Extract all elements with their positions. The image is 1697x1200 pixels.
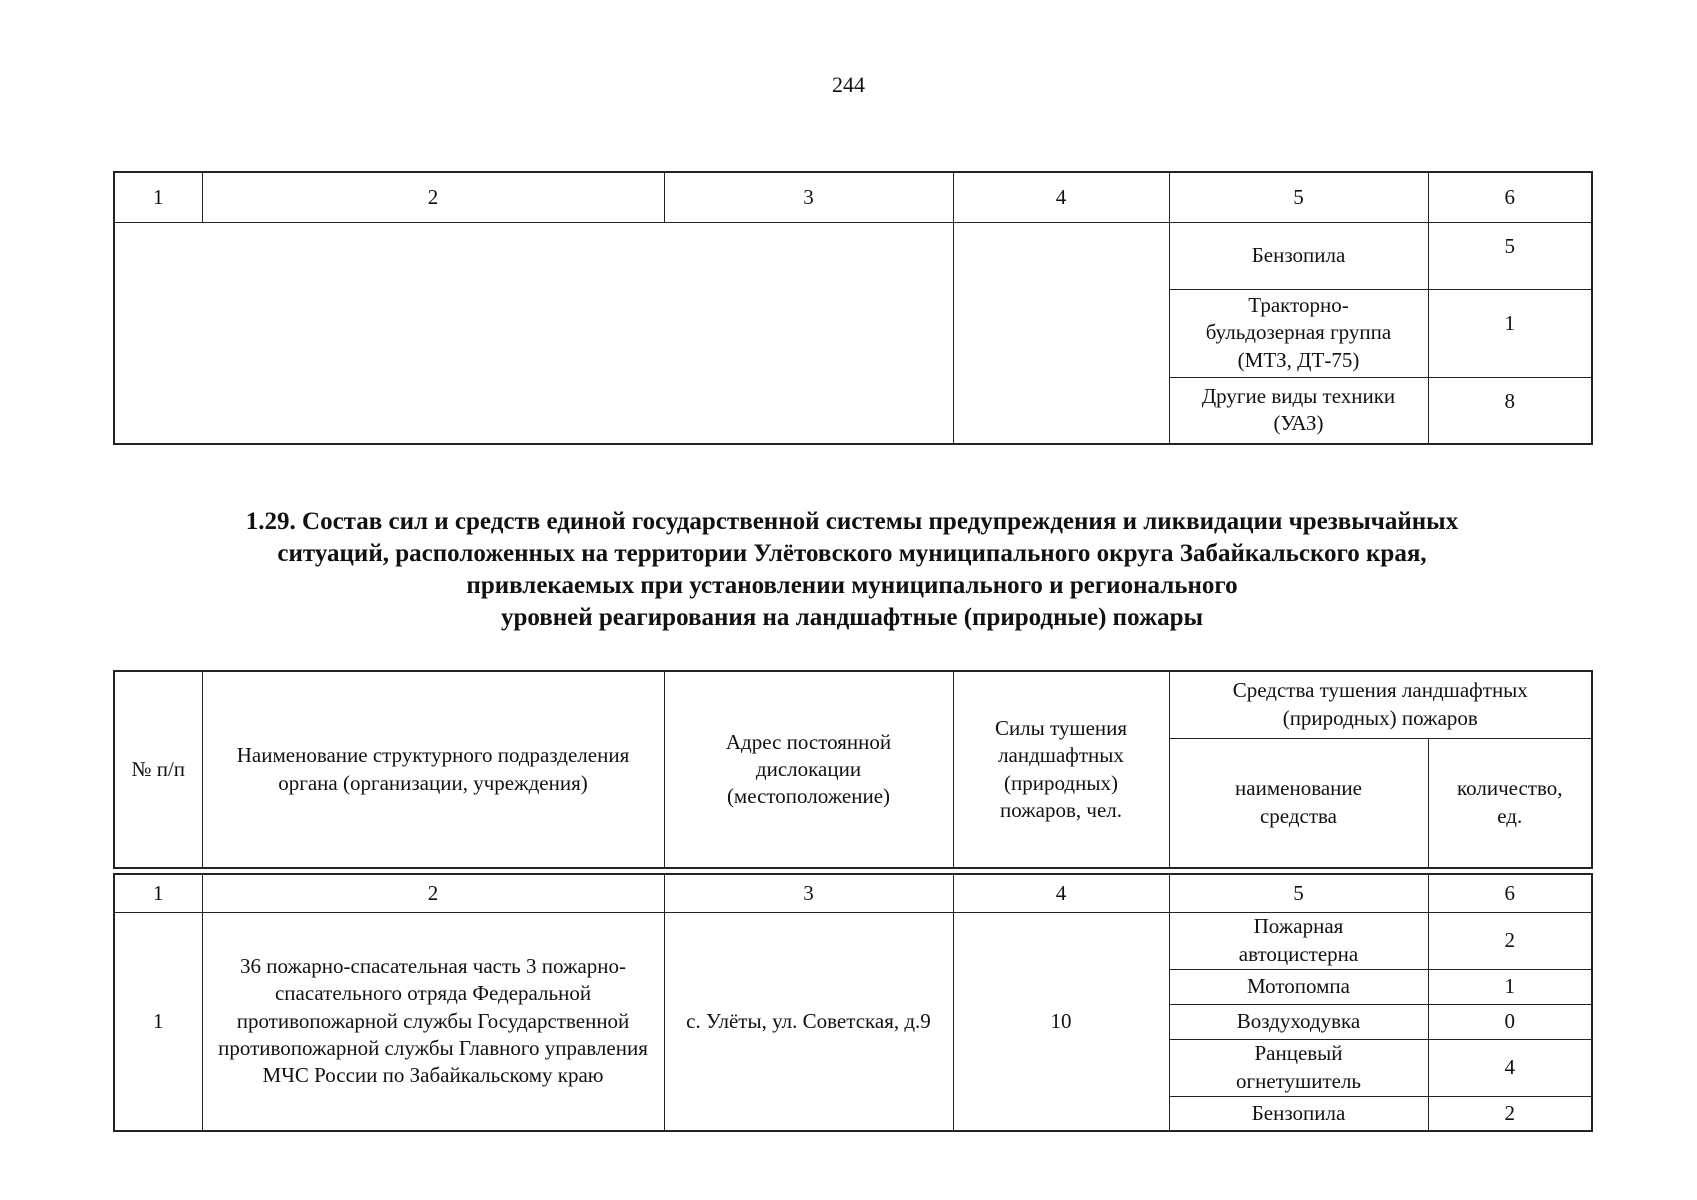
name-line: Тракторно-	[1248, 293, 1349, 318]
equipment-name	[1169, 289, 1428, 377]
equipment-name: Бензопила	[1169, 222, 1428, 289]
name-line: бульдозерная группа	[1205, 320, 1392, 345]
name-line: (УАЗ)	[1273, 411, 1324, 436]
equipment-name: Ранцевый огнетушитель	[1169, 1039, 1428, 1096]
table-row	[114, 222, 1592, 289]
unit-name: 36 пожарно-спасательная часть 3 пожарно-спасательного отряда Федеральной противопожарной службы Государственной противопожарной службы Главного управления МЧС России по Забайкальскому краю	[202, 912, 664, 1131]
header-unit-name: Наименование структурного подразделения органа (организации, учреждения)	[202, 671, 664, 868]
title-line: уровней реагирования на ландшафтные (природные) пожары	[500, 604, 1204, 631]
name-line: (МТЗ, ДТ-75)	[1237, 347, 1360, 372]
dislocation-address: с. Улёты, ул. Советская, д.9	[664, 912, 953, 1131]
column-number: 3	[664, 874, 953, 912]
equipment-quantity: 8	[1428, 377, 1592, 444]
empty-cell	[114, 222, 953, 444]
column-number-row	[114, 172, 1592, 222]
equipment-name: Пожарная автоцистерна	[1169, 912, 1428, 969]
header-address: Адрес постоянной дислокации (местоположение)	[664, 671, 953, 868]
column-number: 2	[202, 172, 664, 222]
equipment-name	[1169, 377, 1428, 444]
equipment-quantity: 4	[1428, 1039, 1592, 1096]
equipment-quantity: 0	[1428, 1004, 1592, 1039]
column-number: 6	[1428, 172, 1592, 222]
personnel-count: 10	[953, 912, 1169, 1131]
column-number: 5	[1169, 172, 1428, 222]
name-line: Другие виды техники	[1201, 383, 1396, 408]
header-equipment-name: наименование средства	[1169, 738, 1428, 868]
equipment-quantity: 1	[1428, 969, 1592, 1004]
header-number: № п/п	[114, 671, 202, 868]
header-equipment-quantity: количество, ед.	[1428, 738, 1592, 868]
header-equipment-group: Средства тушения ландшафтных (природных) пожаров	[1169, 671, 1592, 738]
data-table	[113, 873, 1593, 1132]
column-number: 2	[202, 874, 664, 912]
column-number-row	[114, 874, 1592, 912]
equipment-quantity: 2	[1428, 1096, 1592, 1131]
title-line: 1.29. Состав сил и средств единой государственной системы предупреждения и ликвидации чрезвычайных	[245, 508, 1459, 535]
header-personnel: Силы тушения ландшафтных (природных) пожаров, чел.	[953, 671, 1169, 868]
page-number: 244	[832, 72, 865, 97]
column-number: 6	[1428, 874, 1592, 912]
column-number: 1	[114, 874, 202, 912]
title-line: ситуаций, расположенных на территории Улётовского муниципального округа Забайкальского края,	[277, 540, 1427, 567]
entry-number: 1	[114, 912, 202, 1131]
equipment-quantity: 2	[1428, 912, 1592, 969]
equipment-name: Мотопомпа	[1169, 969, 1428, 1004]
header-table	[113, 670, 1593, 869]
title-line: привлекаемых при установлении муниципального и регионального	[466, 572, 1238, 599]
empty-cell	[953, 222, 1169, 444]
equipment-name: Воздуходувка	[1169, 1004, 1428, 1039]
column-number: 4	[953, 172, 1169, 222]
section-title	[113, 506, 1591, 634]
equipment-quantity: 5	[1428, 222, 1592, 289]
column-number: 4	[953, 874, 1169, 912]
equipment-name: Бензопила	[1169, 1096, 1428, 1131]
column-number: 3	[664, 172, 953, 222]
equipment-quantity: 1	[1428, 289, 1592, 377]
continuation-table	[113, 171, 1593, 445]
table-row	[114, 912, 1592, 969]
column-number: 5	[1169, 874, 1428, 912]
column-number: 1	[114, 172, 202, 222]
